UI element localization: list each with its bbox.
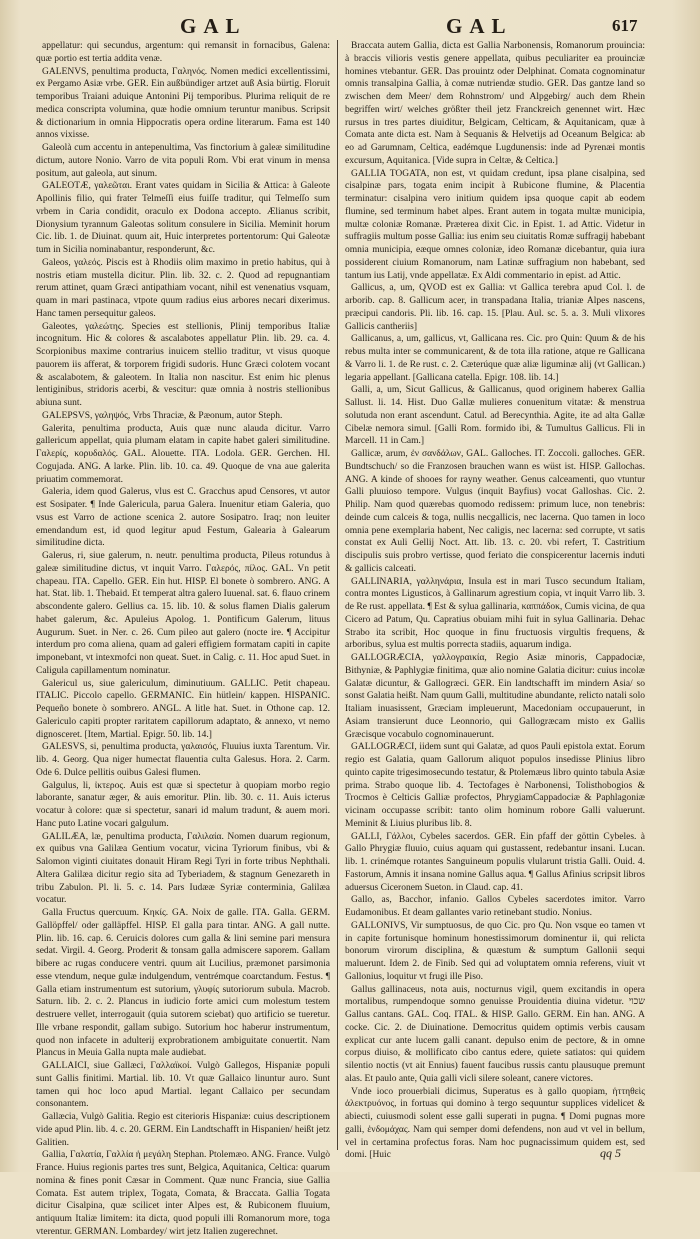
entry: Gallicus, a, um, QVOD est ex Gallia: vt Gallica terebra apud Col. l. de arborib. cap. 8. Gallicum acer, in transpadana Italia, trianiæ Alpes nascens, præcipui candoris. Pli. lib. 16. cap. 15. [Plau. Aul. sc. 5. a. 3. Muli vlixores Gallicis cantheriis] <box>345 283 645 332</box>
page-number: 617 <box>612 16 638 35</box>
entry: GALLAICI, siue Gallæci, Γαλλαϊκοί. Vulgò Gallegos, Hispaniæ populi sunt Gallis finitimi. Martial. lib. 10. Vt quæ Gallaico linuntur auro. Sunt tamen qui hoc loco apud Martial. legant Callaico per secundam consonantem. <box>36 1061 330 1110</box>
entry: appellatur: qui secundus, argentum: qui remansit in fornacibus, Galena: quæ portio est tertia addita venæ. <box>36 41 330 64</box>
entry: Galli, a, um, Sicut Gallicus, & Gallicanus, quod originem haberex Gallia Sallust. li. 14. Hist. Duo Gallæ mulieres conuenitum vitatæ: & menstrua solutuda non erant ascendunt. Catul. ad Berecynthia. Agite, ite ad alta Gallæ Cibelæ nemora simul. [Galli Rom. formido ibi, & Tumultus Gallicus. Fli in Marcell. 11 in Cam.] <box>345 385 645 447</box>
entry: GALESVS, si, penultima producta, γαλαισός, Fluuius iuxta Tarentum. Vir. lib. 4. Georg. Qua niger humectat flauentia culta Galesus. Hora. 2. Carm. Ode 6. Dulce pellitis ouibus Galesi flumen. <box>36 742 330 778</box>
entry: Galeos, γαλεός. Piscis est à Rhodiis olim maximo in pretio habitus, qui à nostris etiam mustella dicitur. Plin. lib. 32. c. 2. Quod ad repugnantiam rerum attinet, quam Græci antipathiam vocant, nihil est venenatius vsquam, quam in mari pastinaca, vtpote quum radius eius arbores necari dixerimus. Hanc tamen persequitur galeos. <box>36 257 330 319</box>
entry: GALLINARIA, γαλληνάρια, Insula est in mari Tusco secundum Italiam, contra montes Ligusticos, à Gallinarum agrestium copia, vt inquit Varro lib. 3. de Re rust. appellata. ¶ Est & sylua gallinaria, καππάδοκ, Cumis vicina, de qua Cicero ad Patum, Qu. Capratius obuiam mihi fuit in sylua Gallinaria. Dehac Strabo ita scribit, Hoc quoque in finu fructuosis virgultis frequens, & arboribus, sylua est multis porrecta stadiis, aquarum indiga. <box>345 576 645 651</box>
entry: Galericul us, siue galericulum, diminutiuum. GALLIC. Petit chapeau. ITALIC. Piccolo capello. GERMANIC. Ein hütlein/ kappen. HISPANIC. Pequeño bonete ò sombrero. ANGL. A litle hat. Suet. in Othone cap. 12. Galericulo capiti propter raritatem capillorum adaptato, & annexo, vt nemo dignosceret. [Item, Martial. Epigr. 50. lib. 14.] <box>36 678 330 740</box>
entry: Galla Fructus quercuum. Κηκίς. GA. Noix de galle. ITA. Galla. GERM. Gallöpffel/ oder galläpffel. HISP. El galla para tintar. ANG. A gall nutte. Plin. lib. 16. cap. 6. Ceruicis dolores cum galla & lini semine pari mensura sedat. Virgil. 4. Georg. Proderit & tonsam galla admiscere saporem. Gallam bibere ac rugas conducere ventri. quum ait Lucilius, præmonet parsimonia esse vtendum, neque gulæ indulgendum, ventrémque coarctandum. Festus. ¶ Galla etiam instrumentum est sutorium, γλυφίς sutoriorum subula. Macrob. Saturn. lib. 2. c. 2. Plancus in iudicio forte amici cum molestum testem destruere vellet, interrogauit (quia sutorem sciebat) quo artificio se tueretur. Ille vrbane respondit, gallam subigo. Sutorium hoc haberur instrumentum, quod non infacete in adulterij exprobrationem ambiguitate conuertit. Nam Plancus in Meuia Galla nupta male audiebat. <box>36 908 330 1059</box>
entry: Galeria, idem quod Galerus, vlus est C. Gracchus apud Censores, vt autor est Sosipater. ¶ Inde Galericula, parua Galera. Inuenitur etiam Galeria, quo vsus est Varro de actione scenica 2. autore Sosipatro. Iraq; non leuiter emendandum est, id quod legitur apud Festum, Galearia à Galearum similitudine dicta. <box>36 487 330 549</box>
entry: GALLONIVS, Vir sumptuosus, de quo Cic. pro Qu. Non vsque eo tamen vt in capite fortunisque hominum honestissimorum dominentur ii, qui relicta bonorum virorum disciplina, & quæstum & sumptum Gallonii sequi maluerunt. Idem 2. de Finib. Sed qui ad voluptatem omnia referens, viuit vt Gallonius, loquitur vt frugi ille Piso. <box>345 920 645 982</box>
entry: GALLOGRÆCIA, γαλλογραικία, Regio Asiæ minoris, Cappadociæ, Bithyniæ, & Paphlygiæ finitima, quæ alio nomine Galatia dicitur: cuius incolæ Galatæ dicuntur, & Gallogræci. GER. Ein landtschafft im mindern Asia/ so sonst Galatia heißt. Nam quum Galli, multitudine abundante, relicto natali solo Italiam inuasissent, Græciam impleuerunt, Macedoniam occupauerunt, in Asiam transierunt duce Leonnorio, qui Gallogræcam misto ex Gallis Græcisque vocabulo cognominauerunt. <box>345 653 645 740</box>
entry: GALLOGRÆCI, iidem sunt qui Galatæ, ad quos Pauli epistola extat. Eorum regio est Galatia, quam Gallorum aliquot populos insedisse Plinius libro quinto capite trigesimosecundo testatur, & Ptolemæus libro quinto tabula Asiæ prima. Strabo quoque lib. 4. Tectofages è Narbonensi, Tolisthobogios & Trocmos è Celticis Galliæ profectos, PhrygiamCappadociæ & Paphlagoniæ vicinam occupasse scribit: tanto olim hominum robore Galli valuerunt. Meminit & Liuius pluribus lib. 8. <box>345 742 645 829</box>
header-right-word: GAL <box>446 14 513 38</box>
entry: GALEOTÆ, γαλεῶται. Erant vates quidam in Sicilia & Attica: à Galeote Apollinis filio, qui frater Telmeſſi eius fuiſſe traditur, qui Telmeſſo sum vrbem in Caria condidit, oraculo ex Dodona accepto. Ælianus scribit, Dionysium tyrannum Galeotas solitum consulere in Sicilia. Meminit horum Cic. lib. 1. de Diuinat. quum ait, Huic interpretes portentorum: Qui Galeotæ tum in Sicilia nominabantur, responderunt, &c. <box>36 181 330 255</box>
entry: Gallicanus, a, um, gallicus, vt, Gallicana res. Cic. pro Quin: Quum & de his rebus multa inter se communicarent, & de tota illa ratione, atque re Gallicana & Varro li. 1. de Re rust. c. 2. Cæterúque quæ aliæ liguminæ alij (vt Gallican.) legaria appellant. [Gallicana catella. Epigr. 108. lib. 14.] <box>345 334 645 383</box>
entry: Gallicæ, arum, ἐν σανδάλων, GAL. Galloches. IT. Zoccoli. galloches. GER. Bundtschuch/ so die Franzosen brauchen wann es wüst ist. HISP. Gallochas. ANG. A kinde of shooes for rayny weather. Genus calceamenti, quo vtuntur Galli pluuioso tempore. Vulgus (inquit Bayfius) vocat Galloshas. Cic. 2. Philip. Nam quod quærebas quomodo redissem: primum luce, non tenebris: deinde cum calceis & toga, nullis necgallicis, nec lacerna. Quo tamen in loco omnia pene exemplaria habent, Nec caligis, nec lacerna: sed corrupte, vt satis constat ex Auli Gellij Noct. Att. lib. 13. c. 20. vbi refert, T. Castritium discipulis suis probro vertisse, quod feriato die conspicerentur lacernis induti & gallicis calceati. <box>345 449 645 574</box>
entry: Gallus gallinaceus, nota auis, nocturnus vigil, quem excitandis in opera mortalibus, rumpendoque somno genuisse Prouidentia diuina videtur. שכוי Gallus cantans. GAL. Coq. ITAL. & HISP. Gallo. GERM. Ein han. ANG. A cocke. Cic. 2. de Diuinatione. Democritus quidem optimis verbis causam explicat cur ante lucem galli canant. depulso enim de pectore, & in omne corpus diuiso, & mollificato cibo cantus edere, quiete satiatos: qui quidem silentio noctis (vt ait Ennius) fauent faucibus russis cantu plausuque premunt alas. Et paulo ante, Quia galli vicli silere soleant, canere victores. <box>345 984 645 1084</box>
entry: Gallia, Γαλατία, Γαλλία ἡ μεγάλη Stephan. Ptolemæo. ANG. France. Vulgò France. Huius regionis partes tres sunt, Belgica, Aquitanica, Celtica: quarum nomina & fines ponit Cæsar in Comment. Quæ nunc Francia, siue Gallia Comata. Est autem triplex, Togata, Comata, & Braccata. Gallia Togata dicitur Cisalpina, quæ scilicet inter Alpes est, & Rubiconem fluuium, antiquum Italiæ limitem: ita dicta, quod populi illi Romanorum more, toga vterentur. GERMAN. Lombardey/ wirt jetz Italien zugerechnet. <box>36 1150 330 1237</box>
entry: GALLIA TOGATA, non est, vt quidam credunt, ipsa plane cisalpina, sed cisalpinæ pars, togata enim incipit à Rubicone flumine, & Placentia terminatur: cisalpina vero initium quidem ipsa quoque capit ab eodem flumine, sed terminum habet alpes. Erant autem in togata multæ municipia, multæ coloniæ Romanæ. Præterea dixit Cic. in Epist. 1. ad Attic. Videtur in suffragiis multum posse Gallia: ius enim seu ciuitatis Romæ suffragij habebant omnia municipia, eæque omnes coloniæ, ideo Romanæ dicebantur, quia iura possiderent ciuium Romanorum, nam Latinæ suffragium non habebant, sed tantum ius Latij, vnde appellatæ. Ex Aldi commentario in epist. ad Attic. <box>345 168 645 281</box>
header-left-word: GAL <box>180 14 247 38</box>
entry: Galeolà cum accentu in antepenultima, Vas finctorium à galeæ similitudine dictum, autore Nonio. Varro de vita populi Rom. Vbi erat vinum in mensa positum, aut galeola, aut sinum. <box>36 143 330 179</box>
entry: Gallæcia, Vulgò Galitia. Regio est citerioris Hispaniæ: cuius descriptionem vide apud Plin. lib. 4. c. 20. GERM. Ein Landtschafft in Hispanien/ heißt jetz Galitien. <box>36 1112 330 1148</box>
entry: Galeotes, γαλεώτης. Species est stellionis, Plinij temporibus Italiæ incognitum. Hic & colores & ascalabotes appellatur Plin. lib. 29. ca. 4. Scorpionibus maxime contrarius inuicem stellio traditur, vt visus quoque pauorem iis afferat, & torporem frigidi sudoris. Hunc Græci colotem vocant & ascalabotem, & galeotem. In Italia non nascitur. Est enim hic plenus lentiginibus, stridoris acerbi, & vescitur: quæ omnia à nostris stellionibus abiuna sunt. <box>36 321 330 408</box>
running-header <box>0 14 700 40</box>
entry: Gallo, as, Bacchor, infanio. Gallos Cybeles sacerdotes imitor. Varro Eudamonibus. Et deam gallantes vario retinebant studio. Nonius. <box>345 895 645 918</box>
signature-mark: qq 5 <box>600 1146 621 1160</box>
entry: GALENVS, penultima producta, Γαληνός. Nomen medici excellentissimi, ex Pergamo Asiæ vrbe. GER. Ein außbündiger artzet auß Asia bürtig. Floruit temporibus Traiani aduique Antonini Pij temporibus. Plurima reliquit de re medica conscripta volumina, quæ hodie omnium teruntur manibus. Scripsit & dictionarium in omnia Hippocratis opera ordine literarum. Fama est 140 annos vixisse. <box>36 66 330 141</box>
entry: Vnde ioco prouerbiali dicimus, Superatus es à gallo quopiam, ἡττηθεὶς ἀλεκτρυόνος, in fortuas qui domino à tergo sequuntur supplices videlicet & abiecti, cuiusmodi solent esse galli superati in pugna. ¶ Domi pugnas more galli, ἐνδομάχας. Nam qui semper domi defendens, non aud vt vel in bellum, vel in certamina profectus foras. Nam hoc pugnacissimum quidem est, sed domi. [Huic <box>345 1086 645 1161</box>
entry: Galgulus, li, ἰκτερος. Auis est quæ si spectetur à quopiam morbo regio laborante, sanatur æger, & auis emoritur. Plin. lib. 30. c. 11. Auis icterus vocatur à colore: quæ si spectetur, sanari id malum tradunt, & auem mori. Hanc puto Latine vocari galgulum. <box>36 780 330 829</box>
entry: Braccata autem Gallia, dicta est Gallia Narbonensis, Romanorum prouincia: à braccis vilioris vestis genere appellata, quibus peculiariter ea prouinciæ homines vtebantur. GER. Das prouintz oder Delphinat. Comata cognominatur omnis transalpina Gallia, à comæ nutriendæ studio. GER. Das gantze land so zwischen dem Meer/ dem Rohnstrom/ und Alpgebirg/ auch dem Rhein begriffen wirt/ welches größter theil jetz Franckreich genennet wirt. Hæc rursus in tres partes diuiditur, Belgicam, Celticam, & Aquitanicam, quæ à Comata ante dicta est. Nam à Sequanis & Helvetijs ad Oceanum Belgica: ab eo ad Garumnam, Celtica, eadémque Lugdunensis: inde ad Pyrenæi montis excursum, Aquitanica. [Vide supra in Celtæ, & Celtica.] <box>345 41 645 166</box>
column-divider <box>337 40 338 1150</box>
left-column <box>36 40 330 1237</box>
entry: Galerus, ri, siue galerum, n. neutr. penultima producta, Pileus rotundus à galeæ similitudine dictus, vt inquit Varro. Γαλερός, πίλος. GAL. Vn petit chapeau. ITA. Capello. GER. Ein hut. HISP. El bonete ò sombrero. ANG. A hat. Stat. lib. 1. Thebaid. Et temperat altra galero Iuuenal. sat. 6. flauo crinem abscondente galero. Gellius ca. 15. lib. 10. & solus flamen Dialis galerum habet galerum, &c. Apuleius Apolog. 1. Pontificum Galerum, lituus Augurum. Suet. in Ner. c. 26. Cum pileo aut galero (nocte ire. ¶ Accipitur interdum pro coma aliena, quam ad galeri effigiem formatam capiti in capite imponebant, vt intexmofci non queat. Suet. in Calig. c. 11. Hoc apud Suet. in Caligula capillamentum nominatur. <box>36 551 330 676</box>
entry: GALLI, Γάλλοι, Cybeles sacerdos. GER. Ein pfaff der göttin Cybeles. à Gallo Phrygiæ fluuio, cuius aquam qui gustassent, redebantur insani. Lucan. lib. 1. crinémque rotantes Sanguineum populis vlularunt tristia Galli. Ouid. 4. Fastorum, Amnis it insana nomine Gallus aqua. ¶ Gallus Afinius scripsit libros aduersus Ciceronem Sueton. in Claud. cap. 41. <box>345 831 645 893</box>
entry: GALILÆA, læ, penultima producta, Γαλιλαία. Nomen duarum regionum, ex quibus vna Galilæa Gentium vocatur, vicina Tyriorum finibus, vbi & Salomon viginti ciuitates donauit Hiram Regi Tyri in forte tribus Nephthali. Altera Galilæa dicitur regio sita ad Tyberiadem, & stagnum Genezareth in tribu Zabulon. Pl. li. 5. c. 14. Pars Iudææ Syriæ conterminia, Galilæa vocatur. <box>36 831 330 906</box>
entry: Galerita, penultima producta, Auis quæ nunc alauda dicitur. Varro gallericum appellat, quia plumam elatam in capite habet galeri similitudine. Γαλερίς, κορυδαλός. GAL. Alouette. ITA. Lodola. GER. Gerchen. HI. Cogujada. ANG. A larke. Plin. lib. 10. ca. 49. Quoque de vna aue galerita priuatim commemorat. <box>36 423 330 485</box>
entry: GALEPSVS, γαληψός, Vrbs Thraciæ, & Pæonum, autor Steph. <box>42 410 283 421</box>
